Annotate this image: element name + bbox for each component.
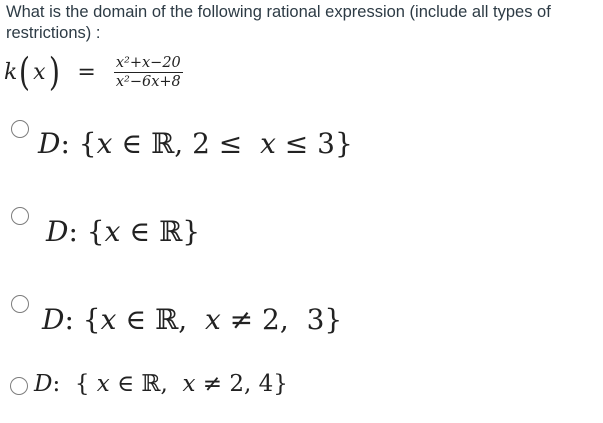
option-set: : {x ∈ ℝ} [68, 215, 201, 248]
function-name: k [4, 59, 18, 85]
option-math [46, 215, 200, 248]
option-set: : { x ∈ ℝ, x ≠ 2, 4} [52, 371, 288, 397]
rational-fraction [114, 55, 183, 90]
fraction-denominator: x²−6x+8 [115, 73, 181, 90]
answer-option-4[interactable] [0, 371, 603, 407]
option-math [42, 303, 342, 336]
equals-sign: = [77, 59, 96, 85]
radio-button-icon[interactable] [11, 120, 29, 138]
radio-button-icon[interactable] [10, 377, 28, 395]
radio-button-icon[interactable] [11, 295, 29, 313]
answer-option-2[interactable] [0, 205, 603, 255]
option-set: : {x ∈ ℝ, x ≠ 2, 3} [64, 303, 343, 336]
option-math [34, 371, 288, 397]
function-argument: x [33, 59, 46, 85]
function-formula [4, 48, 183, 96]
domain-letter: D [42, 303, 65, 336]
radio-button-icon[interactable] [11, 207, 29, 225]
question-text: What is the domain of the following rational expression (include all types of restrictions) : [6, 3, 551, 42]
answer-option-3[interactable] [0, 293, 603, 343]
left-paren: ( [19, 50, 31, 94]
domain-letter: D [34, 371, 53, 397]
option-math [38, 127, 353, 160]
option-set: : {x ∈ ℝ, 2 ≤ x ≤ 3} [60, 127, 353, 160]
domain-letter: D [38, 127, 61, 160]
right-paren: ) [48, 50, 60, 94]
domain-letter: D [46, 215, 69, 248]
fraction-numerator: x²+x−20 [115, 54, 181, 71]
answer-option-1[interactable] [0, 118, 603, 168]
